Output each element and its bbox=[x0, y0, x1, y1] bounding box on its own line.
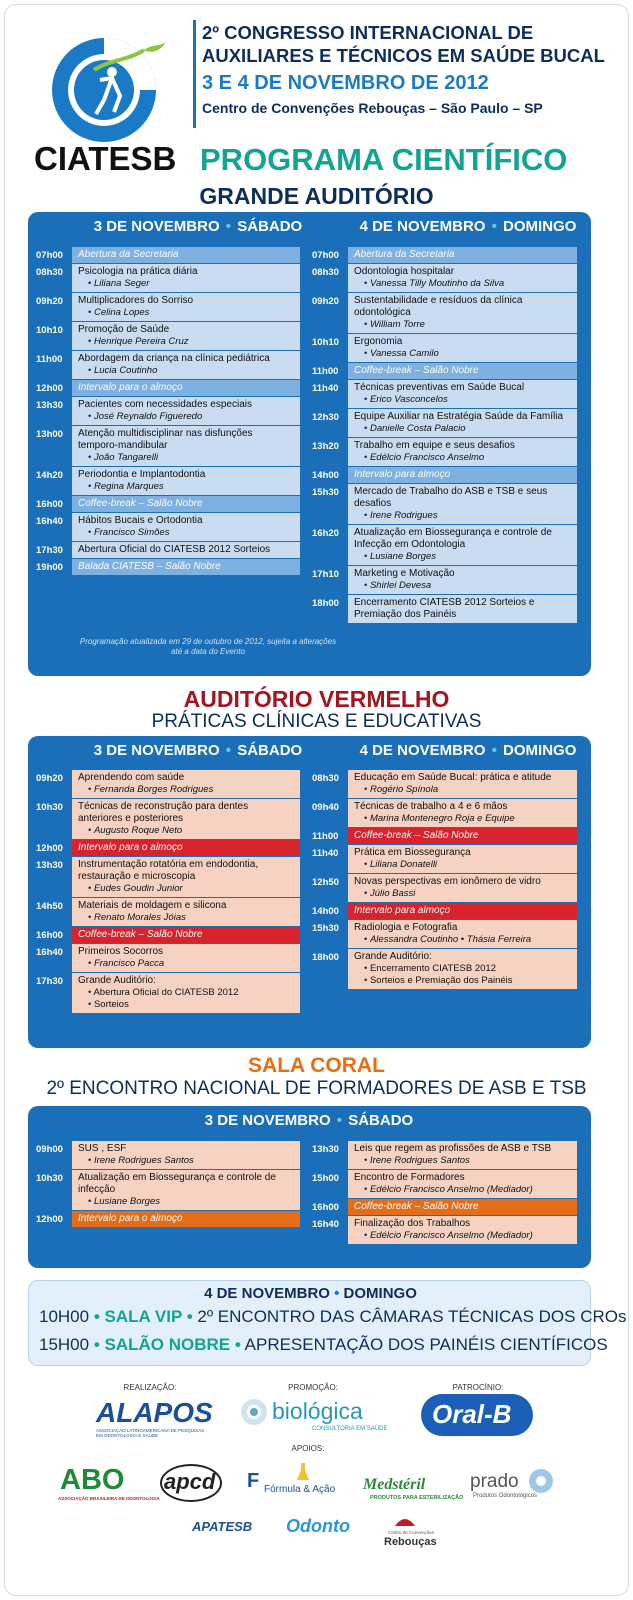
schedule-row bbox=[30, 322, 300, 351]
schedule-row bbox=[306, 949, 577, 990]
biologica-mark-icon bbox=[240, 1398, 268, 1426]
session-cell bbox=[348, 264, 577, 292]
session-title: Hábitos Bucais e Ortodontia bbox=[78, 515, 203, 526]
session-speaker: • Francisco Pacca bbox=[78, 958, 294, 970]
session-time: 16h40 bbox=[36, 947, 63, 958]
session-bullet: • Sorteios e Premiação dos Painéis bbox=[354, 975, 571, 987]
grande-saturday-list bbox=[30, 247, 300, 576]
session-speaker: • José Reynaldo Figueredo bbox=[78, 411, 294, 423]
session-cell bbox=[348, 409, 577, 437]
session-time: 13h00 bbox=[36, 429, 63, 440]
schedule-row bbox=[306, 566, 577, 595]
biologica-logo: biológica bbox=[272, 1398, 363, 1424]
schedule-row bbox=[30, 857, 300, 898]
session-cell bbox=[348, 334, 577, 362]
session-time: 12h30 bbox=[312, 412, 339, 423]
session-speaker: • Irene Rodrigues Santos bbox=[354, 1155, 571, 1167]
coral-left-list bbox=[30, 1141, 300, 1228]
session-title: Atenção multidisciplinar nas disfunções temporo-mandibular bbox=[78, 428, 253, 451]
schedule-row bbox=[306, 525, 577, 566]
session-time: 13h30 bbox=[36, 860, 63, 871]
break-row bbox=[30, 840, 300, 857]
session-cell bbox=[72, 944, 300, 972]
session-time: 10h30 bbox=[36, 802, 63, 813]
program-heading: PROGRAMA CIENTÍFICO bbox=[200, 142, 568, 177]
session-time: 16h20 bbox=[312, 528, 339, 539]
schedule-row bbox=[306, 264, 577, 293]
session-cell bbox=[72, 351, 300, 379]
session-cell bbox=[72, 247, 300, 263]
alapos-logo: ALAPOS bbox=[96, 1397, 213, 1428]
session-time: 19h00 bbox=[36, 562, 63, 573]
session-speaker: • Erico Vasconcelos bbox=[354, 394, 571, 406]
session-speaker: • William Torre bbox=[354, 319, 571, 331]
session-speaker: • Lusiane Borges bbox=[78, 1196, 294, 1208]
schedule-row bbox=[30, 351, 300, 380]
break-row bbox=[306, 903, 577, 920]
biologica-subtitle: CONSULTORIA EM SAÚDE bbox=[312, 1426, 388, 1432]
session-cell bbox=[72, 927, 300, 943]
session-cell bbox=[348, 845, 577, 873]
prado-star-icon bbox=[528, 1468, 554, 1494]
schedule-row bbox=[306, 380, 577, 409]
session-speaker: • Irene Rodrigues Santos bbox=[78, 1155, 294, 1167]
session-title: Técnicas de reconstrução para dentes anteriores e posteriores bbox=[78, 801, 249, 824]
session-cell bbox=[348, 363, 577, 379]
session-title: Grande Auditório: bbox=[78, 975, 156, 986]
session-speaker: • Eudes Goudin Junior bbox=[78, 883, 294, 895]
sunday-extra-line2: 15H00 • SALÃO NOBRE • APRESENTAÇÃO DOS PAINÉIS CIENTÍFICOS bbox=[39, 1335, 608, 1354]
session-time: 10h10 bbox=[312, 337, 339, 348]
session-cell bbox=[72, 542, 300, 558]
prado-subtitle: Produtos Odontológicos bbox=[473, 1493, 538, 1499]
schedule-row bbox=[306, 293, 577, 334]
session-title: Coffee-break – Salão Nobre bbox=[354, 830, 479, 841]
oralb-logo: Oral-B bbox=[432, 1399, 512, 1429]
session-cell bbox=[348, 467, 577, 483]
session-cell bbox=[348, 799, 577, 827]
session-title: Promoção de Saúde bbox=[78, 324, 170, 335]
schedule-row bbox=[306, 1170, 577, 1199]
abo-logo: ABO bbox=[60, 1464, 125, 1496]
schedule-row bbox=[30, 1141, 300, 1170]
session-speaker: • Danielle Costa Palacio bbox=[354, 423, 571, 435]
coral-right-list bbox=[306, 1141, 577, 1245]
session-speaker: • Francisco Simões bbox=[78, 527, 294, 539]
session-title: Educação em Saúde Bucal: prática e atitude bbox=[354, 772, 552, 783]
schedule-row bbox=[30, 770, 300, 799]
session-speaker: • Lusiane Borges bbox=[354, 551, 571, 563]
session-title: Periodontia e Implantodontia bbox=[78, 469, 206, 480]
auditorio-vermelho-subtitle: PRÁTICAS CLÍNICAS E EDUCATIVAS bbox=[151, 711, 482, 732]
session-speaker: • Vanessa Tilly Moutinho da Silva bbox=[354, 278, 571, 290]
schedule-row bbox=[306, 770, 577, 799]
session-speaker: • Augusto Roque Neto bbox=[78, 825, 294, 837]
update-note: Programação atualizada em 29 de outubro de 2012, sujeita a alterações até a data do Evento bbox=[79, 637, 337, 656]
schedule-row bbox=[306, 874, 577, 903]
session-speaker: • Regina Marques bbox=[78, 481, 294, 493]
session-speaker: • Edélcio Francisco Anselmo (Mediador) bbox=[354, 1230, 571, 1242]
session-cell bbox=[348, 920, 577, 948]
promocao-label: PROMOÇÃO: bbox=[288, 1383, 338, 1392]
schedule-row bbox=[30, 513, 300, 542]
schedule-row bbox=[30, 973, 300, 1014]
session-title: Intervalo para o almoço bbox=[78, 842, 183, 853]
session-title: Técnicas de trabalho a 4 e 6 mãos bbox=[354, 801, 508, 812]
session-time: 15h30 bbox=[312, 923, 339, 934]
session-title: Coffee-break – Salão Nobre bbox=[78, 498, 203, 509]
sala-coral-title: SALA CORAL bbox=[248, 1054, 385, 1077]
session-time: 10h30 bbox=[36, 1173, 63, 1184]
session-time: 14h50 bbox=[36, 901, 63, 912]
sala-coral-subtitle: 2º ENCONTRO NACIONAL DE FORMADORES DE ASB E TSB bbox=[46, 1078, 587, 1099]
schedule-row bbox=[306, 484, 577, 525]
session-cell bbox=[72, 380, 300, 396]
session-time: 09h00 bbox=[36, 1144, 63, 1155]
apatesb-logo: APATESB bbox=[192, 1519, 253, 1534]
session-time: 10h10 bbox=[36, 325, 63, 336]
apoios-label: APOIOS: bbox=[291, 1444, 325, 1453]
session-time: 13h30 bbox=[36, 400, 63, 411]
header-divider bbox=[193, 20, 196, 128]
session-cell bbox=[348, 293, 577, 333]
grande-auditorio-title: GRANDE AUDITÓRIO bbox=[199, 183, 434, 209]
formulo-flask-icon bbox=[296, 1462, 310, 1482]
session-time: 14h20 bbox=[36, 470, 63, 481]
session-speaker: • Alessandra Coutinho • Thásia Ferreira bbox=[354, 934, 571, 946]
schedule-row bbox=[30, 542, 300, 559]
session-title: Equipe Auxiliar na Estratégia Saúde da Família bbox=[354, 411, 564, 422]
session-title: Coffee-break – Salão Nobre bbox=[354, 1201, 479, 1212]
formulo-icon: F bbox=[247, 1470, 260, 1492]
session-speaker: • Henrique Pereira Cruz bbox=[78, 336, 294, 348]
sunday-extra-line1: 10H00 • SALA VIP • 2º ENCONTRO DAS CÂMARAS TÉCNICAS DOS CROs bbox=[39, 1307, 627, 1326]
session-title: Primeiros Socorros bbox=[78, 946, 164, 957]
coral-day-header: 3 DE NOVEMBRO • SÁBADO bbox=[204, 1112, 414, 1129]
session-cell bbox=[348, 1216, 577, 1244]
schedule-row bbox=[306, 920, 577, 949]
sunday-extra-box bbox=[28, 1280, 627, 1366]
session-title: Coffee-break – Salão Nobre bbox=[354, 365, 479, 376]
sala-coral-panel bbox=[28, 1106, 591, 1268]
auditorio-vermelho-panel bbox=[28, 736, 591, 1048]
session-time: 16h00 bbox=[36, 499, 63, 510]
session-title: Intervalo para o almoço bbox=[78, 382, 183, 393]
schedule-row bbox=[30, 1170, 300, 1211]
break-row bbox=[306, 467, 577, 484]
session-time: 12h00 bbox=[36, 1214, 63, 1225]
session-time: 14h00 bbox=[312, 470, 339, 481]
session-title: Sustentabilidade e resíduos da clínica odontológica bbox=[354, 295, 523, 318]
break-row bbox=[306, 363, 577, 380]
session-title: Leis que regem as profissões de ASB e TSB bbox=[354, 1143, 552, 1154]
session-bullet: • Abertura Oficial do CIATESB 2012 bbox=[78, 987, 294, 999]
session-time: 17h10 bbox=[312, 569, 339, 580]
session-cell bbox=[348, 438, 577, 466]
session-cell bbox=[348, 1199, 577, 1215]
session-time: 13h30 bbox=[312, 1144, 339, 1155]
congress-venue: Centro de Convenções Rebouças – São Paulo – SP bbox=[202, 100, 543, 116]
session-title: Novas perspectivas em ionômero de vidro bbox=[354, 876, 541, 887]
schedule-row bbox=[30, 467, 300, 496]
formulo-logo: Fórmula & Ação bbox=[264, 1484, 336, 1495]
alapos-subtitle: ASSOCIAÇÃO LATINOAMERICANA DE PESQUISAS EM ODONTOLOGIA E SAÚDE bbox=[96, 1428, 205, 1438]
sunday-extra-header: 4 DE NOVEMBRO • DOMINGO bbox=[204, 1285, 417, 1302]
session-cell bbox=[72, 1141, 300, 1169]
break-row bbox=[30, 496, 300, 513]
session-time: 15h00 bbox=[312, 1173, 339, 1184]
session-title: Multiplicadores do Sorriso bbox=[78, 295, 194, 306]
break-row bbox=[30, 380, 300, 397]
session-time: 17h30 bbox=[36, 976, 63, 987]
abo-subtitle: ASSOCIAÇÃO BRASILEIRA DE ODONTOLOGIA bbox=[58, 1496, 160, 1501]
session-cell bbox=[72, 799, 300, 839]
session-cell bbox=[72, 426, 300, 466]
session-cell bbox=[72, 770, 300, 798]
congress-title-line1: 2º CONGRESSO INTERNACIONAL DE bbox=[202, 22, 534, 43]
auditorio-vermelho-title: AUDITÓRIO VERMELHO bbox=[183, 686, 450, 712]
session-cell bbox=[72, 559, 300, 575]
session-title: Marketing e Motivação bbox=[354, 568, 455, 579]
session-speaker: • Celina Lopes bbox=[78, 307, 294, 319]
session-cell bbox=[72, 467, 300, 495]
session-time: 07h00 bbox=[312, 250, 339, 261]
schedule-row bbox=[306, 438, 577, 467]
session-title: Atualização em Biossegurança e controle de infecção bbox=[78, 1172, 276, 1195]
session-time: 07h00 bbox=[36, 250, 63, 261]
session-cell bbox=[348, 380, 577, 408]
vermelho-day1-header: 3 DE NOVEMBRO • SÁBADO bbox=[93, 742, 303, 759]
session-cell bbox=[72, 496, 300, 512]
vermelho-sunday-list bbox=[306, 770, 577, 990]
prado-logo: prado bbox=[470, 1471, 519, 1492]
session-speaker: • Liliana Seger bbox=[78, 278, 294, 290]
session-title: Mercado de Trabalho do ASB e TSB e seus desafios bbox=[354, 486, 548, 509]
session-cell bbox=[72, 1170, 300, 1210]
session-speaker: • Renato Morales Jóias bbox=[78, 912, 294, 924]
session-speaker: • Fernanda Borges Rodrigues bbox=[78, 784, 294, 796]
session-time: 16h40 bbox=[36, 516, 63, 527]
session-cell bbox=[348, 770, 577, 798]
session-cell bbox=[72, 857, 300, 897]
session-title: SUS , ESF bbox=[78, 1143, 127, 1154]
session-title: Atualização em Biossegurança e controle de Infecção em Odontologia bbox=[354, 527, 552, 550]
session-title: Finalização dos Trabalhos bbox=[354, 1218, 471, 1229]
session-speaker: • Shirlei Devesa bbox=[354, 580, 571, 592]
session-time: 09h20 bbox=[312, 296, 339, 307]
schedule-row bbox=[30, 397, 300, 426]
schedule-row bbox=[30, 944, 300, 973]
session-title: Encerramento CIATESB 2012 Sorteios e Premiação dos Painéis bbox=[354, 597, 535, 620]
session-time: 08h30 bbox=[312, 773, 339, 784]
session-cell bbox=[72, 513, 300, 541]
session-speaker: • Júlio Bassi bbox=[354, 888, 571, 900]
session-cell bbox=[348, 949, 577, 989]
logo-wordmark: CIATESB bbox=[34, 140, 177, 177]
schedule-row bbox=[306, 409, 577, 438]
congress-dates: 3 E 4 DE NOVEMBRO DE 2012 bbox=[202, 72, 489, 94]
session-bullet: • Encerramento CIATESB 2012 bbox=[354, 963, 571, 975]
session-bullet: • Sorteios bbox=[78, 999, 294, 1011]
schedule-row bbox=[306, 799, 577, 828]
session-cell bbox=[72, 293, 300, 321]
session-time: 08h30 bbox=[312, 267, 339, 278]
break-row bbox=[30, 559, 300, 576]
session-title: Abertura Oficial do CIATESB 2012 Sorteios bbox=[78, 544, 271, 555]
session-cell bbox=[348, 525, 577, 565]
schedule-row bbox=[306, 334, 577, 363]
session-title: Balada CIATESB – Salão Nobre bbox=[78, 561, 221, 572]
schedule-row bbox=[30, 799, 300, 840]
session-speaker: • Irene Rodrigues bbox=[354, 510, 571, 522]
session-time: 11h40 bbox=[312, 383, 339, 394]
break-row bbox=[306, 828, 577, 845]
session-title: Pacientes com necessidades especiais bbox=[78, 399, 252, 410]
session-cell bbox=[348, 566, 577, 594]
reboucas-subtitle: Centro de Convenções bbox=[388, 1530, 435, 1535]
session-title: Abertura da Secretaria bbox=[354, 249, 455, 260]
session-time: 09h20 bbox=[36, 296, 63, 307]
grande-auditorio-panel bbox=[28, 212, 591, 676]
session-cell bbox=[72, 264, 300, 292]
session-title: Materiais de moldagem e silicona bbox=[78, 900, 227, 911]
session-title: Coffee-break – Salão Nobre bbox=[78, 929, 203, 940]
schedule-row bbox=[30, 293, 300, 322]
session-cell bbox=[348, 595, 577, 623]
session-title: Prática em Biossegurança bbox=[354, 847, 471, 858]
session-title: Técnicas preventivas em Saúde Bucal bbox=[354, 382, 525, 393]
session-cell bbox=[72, 1211, 300, 1227]
break-row bbox=[30, 1211, 300, 1228]
session-time: 18h00 bbox=[312, 598, 339, 609]
session-cell bbox=[348, 484, 577, 524]
grande-day2-header: 4 DE NOVEMBRO • DOMINGO bbox=[359, 218, 577, 235]
session-cell bbox=[348, 247, 577, 263]
session-title: Aprendendo com saúde bbox=[78, 772, 185, 783]
patrocinio-label: PATROCÍNIO: bbox=[452, 1383, 504, 1392]
session-cell bbox=[72, 973, 300, 1013]
apcd-logo: apcd bbox=[164, 1469, 216, 1494]
session-cell bbox=[348, 903, 577, 919]
session-time: 13h20 bbox=[312, 441, 339, 452]
session-speaker: • João Tangarelli bbox=[78, 452, 294, 464]
session-speaker: • Edélcio Francisco Anselmo bbox=[354, 452, 571, 464]
schedule-row bbox=[306, 845, 577, 874]
session-speaker: • Vanessa Camilo bbox=[354, 348, 571, 360]
session-time: 17h30 bbox=[36, 545, 63, 556]
session-cell bbox=[348, 828, 577, 844]
session-title: Odontologia hospitalar bbox=[354, 266, 455, 277]
medsteril-logo: Medstéril bbox=[363, 1476, 426, 1493]
session-time: 11h00 bbox=[36, 354, 63, 365]
schedule-row bbox=[306, 595, 577, 624]
session-speaker: • Marina Montenegro Roja e Equipe bbox=[354, 813, 571, 825]
reboucas-mark-icon bbox=[395, 1512, 415, 1526]
session-time: 08h30 bbox=[36, 267, 63, 278]
session-speaker: • Edélcio Francisco Anselmo (Mediador) bbox=[354, 1184, 571, 1196]
session-time: 14h00 bbox=[312, 906, 339, 917]
odonto-logo: Odonto bbox=[286, 1516, 350, 1536]
grande-day1-header: 3 DE NOVEMBRO • SÁBADO bbox=[93, 218, 303, 235]
break-row bbox=[306, 1199, 577, 1216]
session-title: Ergonomia bbox=[354, 336, 403, 347]
session-title: Intervalo para o almoço bbox=[78, 1213, 183, 1224]
session-time: 12h00 bbox=[36, 383, 63, 394]
session-time: 16h00 bbox=[36, 930, 63, 941]
session-title: Abertura da Secretaria bbox=[78, 249, 179, 260]
session-time: 09h20 bbox=[36, 773, 63, 784]
session-title: Intervalo para almoço bbox=[354, 905, 451, 916]
session-time: 12h00 bbox=[36, 843, 63, 854]
break-row bbox=[306, 247, 577, 264]
session-speaker: • Liliana Donatelli bbox=[354, 859, 571, 871]
schedule-row bbox=[30, 264, 300, 293]
session-cell bbox=[72, 397, 300, 425]
session-cell bbox=[72, 322, 300, 350]
reboucas-logo: Rebouças bbox=[384, 1536, 437, 1548]
session-cell bbox=[348, 1141, 577, 1169]
session-speaker: • Rogério Spínola bbox=[354, 784, 571, 796]
schedule-row bbox=[306, 1216, 577, 1245]
session-title: Psicologia na prática diária bbox=[78, 266, 198, 277]
session-time: 16h40 bbox=[312, 1219, 339, 1230]
session-speaker: • Lucia Coutinho bbox=[78, 365, 294, 377]
session-title: Intervalo para almoço bbox=[354, 469, 451, 480]
congress-title-line2: AUXILIARES E TÉCNICOS EM SAÚDE BUCAL bbox=[202, 45, 605, 66]
vermelho-day2-header: 4 DE NOVEMBRO • DOMINGO bbox=[359, 742, 577, 759]
schedule-row bbox=[306, 1141, 577, 1170]
grande-sunday-list bbox=[306, 247, 577, 624]
session-time: 11h00 bbox=[312, 831, 339, 842]
session-time: 15h30 bbox=[312, 487, 339, 498]
medsteril-subtitle: PRODUTOS PARA ESTERILIZAÇÃO bbox=[370, 1495, 464, 1501]
schedule-row bbox=[30, 426, 300, 467]
schedule-row bbox=[30, 898, 300, 927]
session-title: Grande Auditório: bbox=[354, 951, 432, 962]
session-time: 12h50 bbox=[312, 877, 339, 888]
session-title: Encontro de Formadores bbox=[354, 1172, 465, 1183]
vermelho-saturday-list bbox=[30, 770, 300, 1014]
session-time: 11h40 bbox=[312, 848, 339, 859]
session-cell bbox=[72, 840, 300, 856]
session-time: 11h00 bbox=[312, 366, 339, 377]
session-title: Instrumentação rotatória em endodontia, restauração e microscopia bbox=[78, 859, 259, 882]
break-row bbox=[30, 927, 300, 944]
session-cell bbox=[348, 1170, 577, 1198]
session-cell bbox=[348, 874, 577, 902]
realizacao-label: REALIZAÇÃO: bbox=[123, 1383, 177, 1392]
session-time: 16h00 bbox=[312, 1202, 339, 1213]
session-title: Radiologia e Fotografia bbox=[354, 922, 458, 933]
session-time: 09h40 bbox=[312, 802, 339, 813]
session-title: Abordagem da criança na clínica pediátrica bbox=[78, 353, 270, 364]
session-title: Trabalho em equipe e seus desafios bbox=[354, 440, 515, 451]
break-row bbox=[30, 247, 300, 264]
session-time: 18h00 bbox=[312, 952, 339, 963]
session-cell bbox=[72, 898, 300, 926]
